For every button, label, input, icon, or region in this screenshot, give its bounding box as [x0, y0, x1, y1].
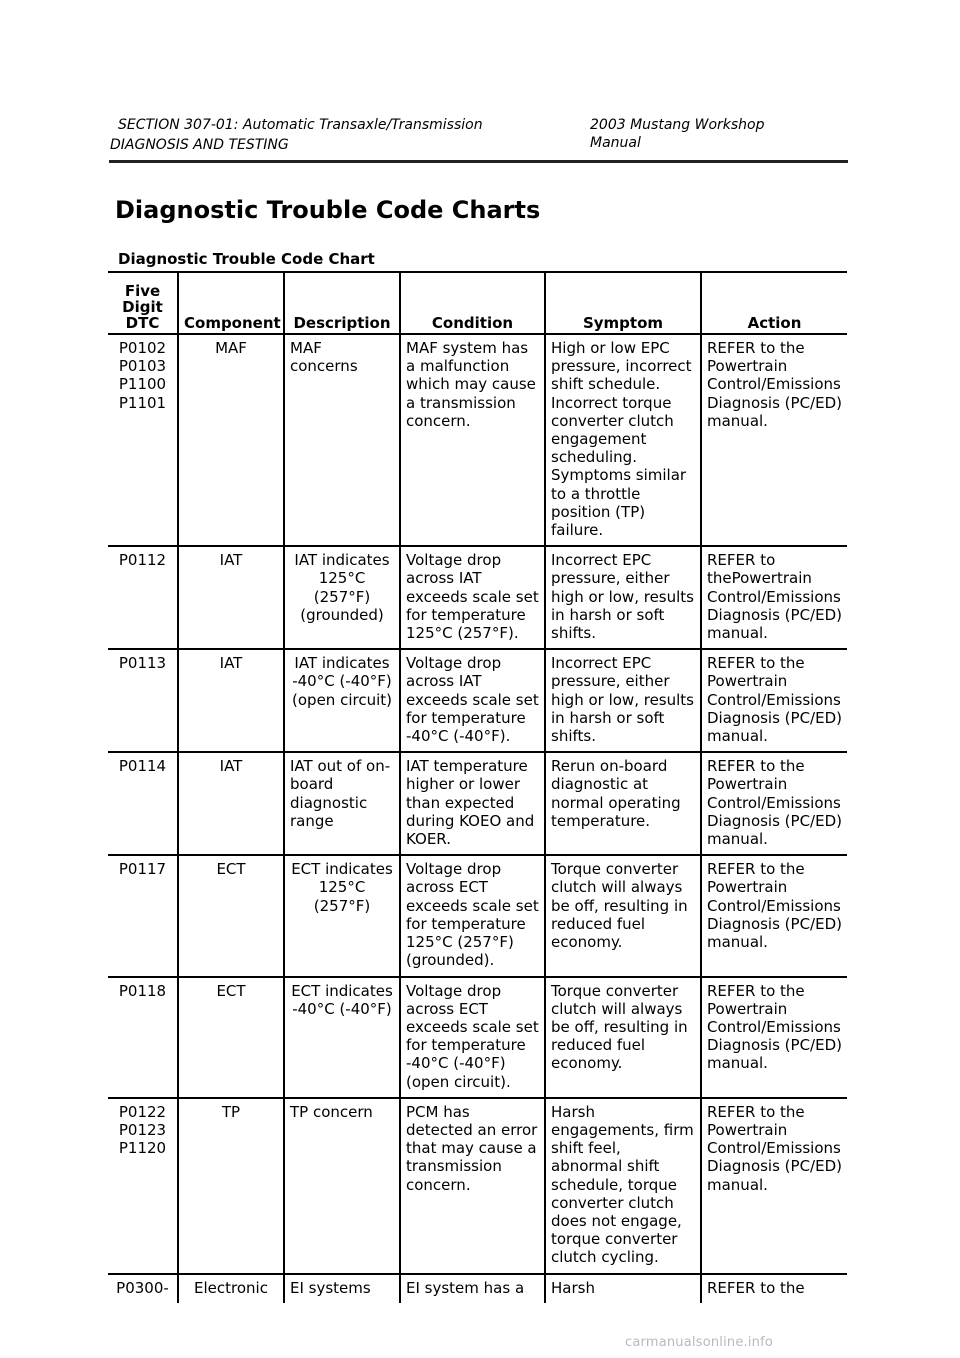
description-cell: EI systems	[284, 1274, 400, 1303]
description-cell: IAT out of on-board diagnostic range	[284, 752, 400, 855]
description-cell: MAF concerns	[284, 334, 400, 546]
description-cell: TP concern	[284, 1098, 400, 1274]
table-row	[108, 1098, 847, 1274]
symptom-cell: High or low EPC pressure, incorrect shift schedule. Incorrect torque converter clutch engagement scheduling. Symptoms similar to a throttle position (TP) failure.	[545, 334, 701, 546]
component-cell: IAT	[178, 752, 284, 855]
component-cell: IAT	[178, 649, 284, 752]
page-title: Diagnostic Trouble Code Charts	[115, 196, 541, 224]
dtc-table	[108, 271, 847, 1303]
action-cell: REFER to the Powertrain Control/Emissions Diagnosis (PC/ED) manual.	[701, 855, 847, 976]
condition-cell: EI system has a	[400, 1274, 545, 1303]
description-cell: ECT indicates -40°C (-40°F)	[284, 977, 400, 1098]
condition-cell: Voltage drop across ECT exceeds scale set for temperature -40°C (-40°F) (open circuit).	[400, 977, 545, 1098]
condition-cell: MAF system has a malfunction which may cause a transmission concern.	[400, 334, 545, 546]
dtc-cell: P0114	[118, 757, 167, 776]
table-row	[108, 1274, 847, 1303]
table-row	[108, 546, 847, 649]
manual-label: 2003 Mustang Workshop Manual	[590, 117, 765, 151]
description-cell: IAT indicates -40°C (-40°F) (open circuit)	[284, 649, 400, 752]
symptom-cell: Rerun on-board diagnostic at normal operating temperature.	[545, 752, 701, 855]
dtc-cell: P0113	[118, 654, 167, 673]
dtc-table-container	[108, 271, 847, 1297]
condition-cell: PCM has detected an error that may cause a transmission concern.	[400, 1098, 545, 1274]
dtc-cell: P0117	[118, 860, 167, 879]
dtc-cell: P0300-	[116, 1278, 169, 1297]
symptom-cell: Harsh engagements, firm shift feel, abnormal shift schedule, torque converter clutch does not engage, torque converter clutch cycling.	[545, 1098, 701, 1274]
symptom-cell: Torque converter clutch will always be off, resulting in reduced fuel economy.	[545, 977, 701, 1098]
action-cell: REFER to the Powertrain Control/Emissions Diagnosis (PC/ED) manual.	[701, 977, 847, 1098]
table-header-row	[108, 272, 847, 334]
description-cell: IAT indicates 125°C (257°F) (grounded)	[284, 546, 400, 649]
dtc-cell: P0102 P0103 P1100 P1101	[118, 339, 167, 412]
symptom-cell: Incorrect EPC pressure, either high or low, results in harsh or soft shifts.	[545, 649, 701, 752]
table-row	[108, 977, 847, 1098]
table-row	[108, 855, 847, 976]
action-cell: REFER to the Powertrain Control/Emissions Diagnosis (PC/ED) manual.	[701, 649, 847, 752]
action-cell: REFER to thePowertrain Control/Emissions Diagnosis (PC/ED) manual.	[701, 546, 847, 649]
table-row	[108, 649, 847, 752]
header-divider	[109, 160, 848, 163]
component-cell: Electronic	[178, 1274, 284, 1303]
section-label: SECTION 307-01: Automatic Transaxle/Transmission	[118, 117, 483, 133]
dtc-cell: P0118	[118, 981, 167, 1000]
condition-cell: Voltage drop across ECT exceeds scale set for temperature 125°C (257°F) (grounded).	[400, 855, 545, 976]
component-cell: ECT	[178, 855, 284, 976]
header-condition: Condition	[400, 272, 545, 334]
component-cell: TP	[178, 1098, 284, 1274]
header-dtc: Five Digit DTC	[122, 282, 163, 332]
table-row	[108, 752, 847, 855]
symptom-cell: Harsh	[545, 1274, 701, 1303]
dtc-cell: P0122 P0123 P1120	[118, 1102, 167, 1158]
symptom-cell: Torque converter clutch will always be off, resulting in reduced fuel economy.	[545, 855, 701, 976]
watermark-text: carmanualsonline.info	[625, 1335, 774, 1350]
action-cell: REFER to the Powertrain Control/Emissions Diagnosis (PC/ED) manual.	[701, 1098, 847, 1274]
header-description: Description	[284, 272, 400, 334]
header-symptom: Symptom	[545, 272, 701, 334]
table-row	[108, 334, 847, 546]
subsection-label: DIAGNOSIS AND TESTING	[110, 137, 289, 153]
header-action: Action	[701, 272, 847, 334]
table-caption: Diagnostic Trouble Code Chart	[118, 250, 375, 268]
description-cell: ECT indicates 125°C (257°F)	[284, 855, 400, 976]
action-cell: REFER to the Powertrain Control/Emissions Diagnosis (PC/ED) manual.	[701, 752, 847, 855]
header-component: Component	[178, 272, 284, 334]
component-cell: ECT	[178, 977, 284, 1098]
dtc-cell: P0112	[118, 551, 167, 570]
symptom-cell: Incorrect EPC pressure, either high or low, results in harsh or soft shifts.	[545, 546, 701, 649]
condition-cell: Voltage drop across IAT exceeds scale set for temperature -40°C (-40°F).	[400, 649, 545, 752]
component-cell: IAT	[178, 546, 284, 649]
component-cell: MAF	[178, 334, 284, 546]
action-cell: REFER to the Powertrain Control/Emissions Diagnosis (PC/ED) manual.	[701, 334, 847, 546]
action-cell: REFER to the	[701, 1274, 847, 1303]
condition-cell: IAT temperature higher or lower than expected during KOEO and KOER.	[400, 752, 545, 855]
condition-cell: Voltage drop across IAT exceeds scale set for temperature 125°C (257°F).	[400, 546, 545, 649]
